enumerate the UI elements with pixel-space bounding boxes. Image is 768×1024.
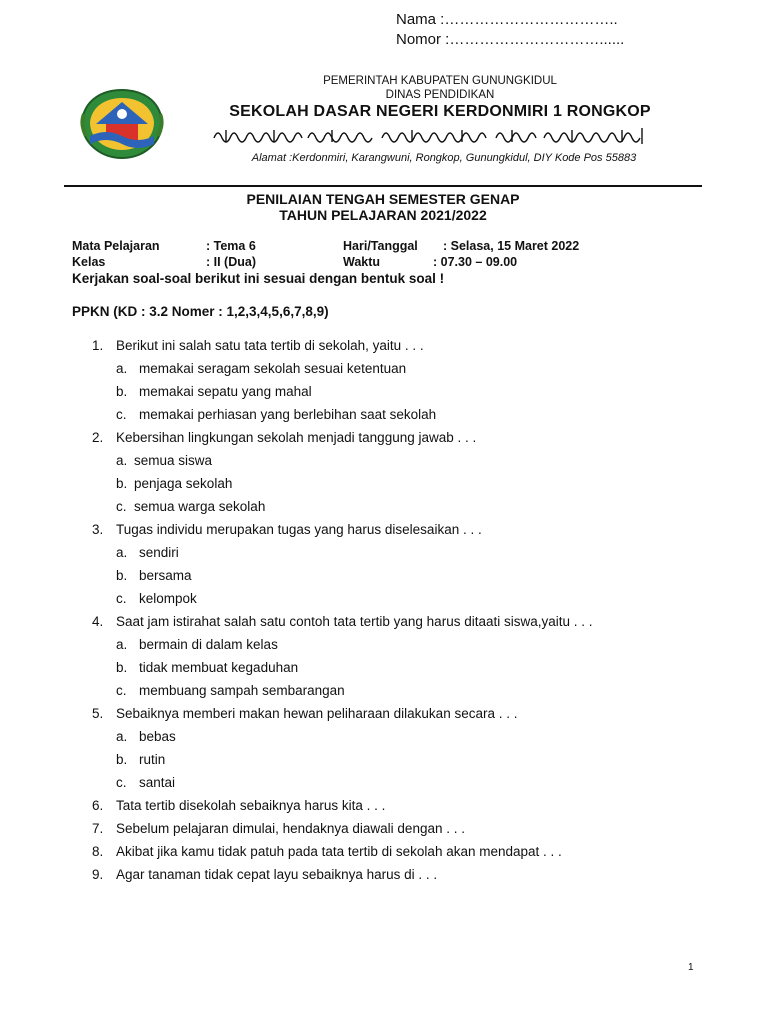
- option-letter: c.: [116, 683, 127, 698]
- option-text: bebas: [139, 729, 176, 744]
- question-number: 1.: [92, 338, 104, 353]
- answer-option: [92, 472, 732, 495]
- answer-option: [92, 495, 732, 518]
- option-text: memakai seragam sekolah sesuai ketentuan: [139, 361, 407, 376]
- option-text: membuang sampah sembarangan: [139, 683, 345, 698]
- option-letter: b.: [116, 476, 128, 491]
- question-number: 2.: [92, 430, 104, 445]
- time-label: Waktu: [343, 255, 381, 269]
- instruction: Kerjakan soal-soal berikut ini sesuai dengan bentuk soal !: [72, 271, 445, 286]
- answer-option: [92, 541, 732, 564]
- question-list: [92, 334, 732, 886]
- option-letter: a.: [116, 545, 128, 560]
- answer-option: [92, 771, 732, 794]
- agency-name: DINAS PENDIDIKAN: [385, 89, 495, 101]
- page-number: 1: [688, 962, 694, 973]
- answer-option: [92, 380, 732, 403]
- option-text: kelompok: [139, 591, 197, 606]
- government-name: PEMERINTAH KABUPATEN GUNUNGKIDUL: [323, 75, 557, 87]
- question-text: Saat jam istirahat salah satu contoh tata tertib yang harus ditaati siswa,yaitu . . .: [116, 614, 593, 629]
- option-letter: c.: [116, 591, 127, 606]
- question-item: [92, 610, 732, 633]
- answer-option: [92, 449, 732, 472]
- section-heading: PPKN (KD : 3.2 Nomer : 1,2,3,4,5,6,7,8,9): [72, 304, 329, 319]
- answer-option: [92, 725, 732, 748]
- option-text: bermain di dalam kelas: [139, 637, 278, 652]
- option-letter: b.: [116, 384, 128, 399]
- question-text: Tata tertib disekolah sebaiknya harus kita . . .: [116, 798, 386, 813]
- letterhead-divider: [64, 185, 702, 187]
- answer-option: [92, 679, 732, 702]
- question-item: [92, 840, 732, 863]
- class-label: Kelas: [72, 255, 106, 269]
- option-text: semua warga sekolah: [134, 499, 266, 514]
- question-text: Sebaiknya memberi makan hewan peliharaan dilakukan secara . . .: [116, 706, 518, 721]
- option-letter: b.: [116, 752, 128, 767]
- question-number: 8.: [92, 844, 104, 859]
- answer-option: [92, 656, 732, 679]
- option-text: rutin: [139, 752, 166, 767]
- question-number: 3.: [92, 522, 104, 537]
- answer-option: [92, 633, 732, 656]
- question-text: Berikut ini salah satu tata tertib di sekolah, yaitu . . .: [116, 338, 424, 353]
- student-identity-block: [396, 10, 624, 50]
- question-text: Sebelum pelajaran dimulai, hendaknya diawali dengan . . .: [116, 821, 465, 836]
- question-number: 6.: [92, 798, 104, 813]
- time-value: : 07.30 – 09.00: [433, 255, 518, 269]
- question-item: [92, 794, 732, 817]
- class-value: : II (Dua): [206, 255, 256, 269]
- option-letter: c.: [116, 775, 127, 790]
- option-text: semua siswa: [134, 453, 213, 468]
- answer-option: [92, 357, 732, 380]
- question-text: Agar tanaman tidak cepat layu sebaiknya harus di . . .: [116, 867, 438, 882]
- question-item: [92, 702, 732, 725]
- question-text: Akibat jika kamu tidak patuh pada tata tertib di sekolah akan mendapat . . .: [116, 844, 562, 859]
- day-date-value: : Selasa, 15 Maret 2022: [443, 239, 580, 253]
- question-number: 4.: [92, 614, 104, 629]
- exam-title-line-1: PENILAIAN TENGAH SEMESTER GENAP: [246, 191, 520, 207]
- student-number-line: Nomor :…………………………......: [396, 31, 625, 48]
- school-name: SEKOLAH DASAR NEGERI KERDONMIRI 1 RONGKOP: [229, 103, 651, 120]
- answer-option: [92, 564, 732, 587]
- letterhead: [180, 74, 700, 121]
- option-text: penjaga sekolah: [134, 476, 233, 491]
- javanese-script-school-name: [212, 124, 648, 146]
- option-text: bersama: [139, 568, 192, 583]
- option-text: memakai sepatu yang mahal: [139, 384, 312, 399]
- question-text: Kebersihan lingkungan sekolah menjadi tanggung jawab . . .: [116, 430, 477, 445]
- option-letter: a.: [116, 729, 128, 744]
- school-address: Alamat :Kerdonmiri, Karangwuni, Rongkop, Gunungkidul, DIY Kode Pos 55883: [251, 152, 637, 164]
- answer-option: [92, 403, 732, 426]
- question-item: [92, 817, 732, 840]
- subject-label: Mata Pelajaran: [72, 239, 160, 253]
- question-number: 7.: [92, 821, 104, 836]
- question-number: 9.: [92, 867, 104, 882]
- question-number: 5.: [92, 706, 104, 721]
- student-name-line: Nama :……………………………..: [396, 11, 618, 28]
- option-letter: b.: [116, 568, 128, 583]
- question-item: [92, 863, 732, 886]
- day-date-label: Hari/Tanggal: [343, 239, 418, 253]
- option-text: memakai perhiasan yang berlebihan saat sekolah: [139, 407, 437, 422]
- question-item: [92, 518, 732, 541]
- question-item: [92, 426, 732, 449]
- question-item: [92, 334, 732, 357]
- question-text: Tugas individu merupakan tugas yang harus diselesaikan . . .: [116, 522, 482, 537]
- option-text: sendiri: [139, 545, 179, 560]
- exam-title-line-2: TAHUN PELAJARAN 2021/2022: [279, 207, 487, 223]
- regency-coat-of-arms-icon: [76, 84, 168, 162]
- answer-option: [92, 587, 732, 610]
- option-text: tidak membuat kegaduhan: [139, 660, 299, 675]
- option-text: santai: [139, 775, 176, 790]
- option-letter: a.: [116, 637, 128, 652]
- subject-value: : Tema 6: [206, 239, 256, 253]
- exam-title: [64, 191, 702, 223]
- answer-option: [92, 748, 732, 771]
- option-letter: a.: [116, 361, 128, 376]
- option-letter: c.: [116, 499, 127, 514]
- option-letter: a.: [116, 453, 128, 468]
- option-letter: c.: [116, 407, 127, 422]
- option-letter: b.: [116, 660, 128, 675]
